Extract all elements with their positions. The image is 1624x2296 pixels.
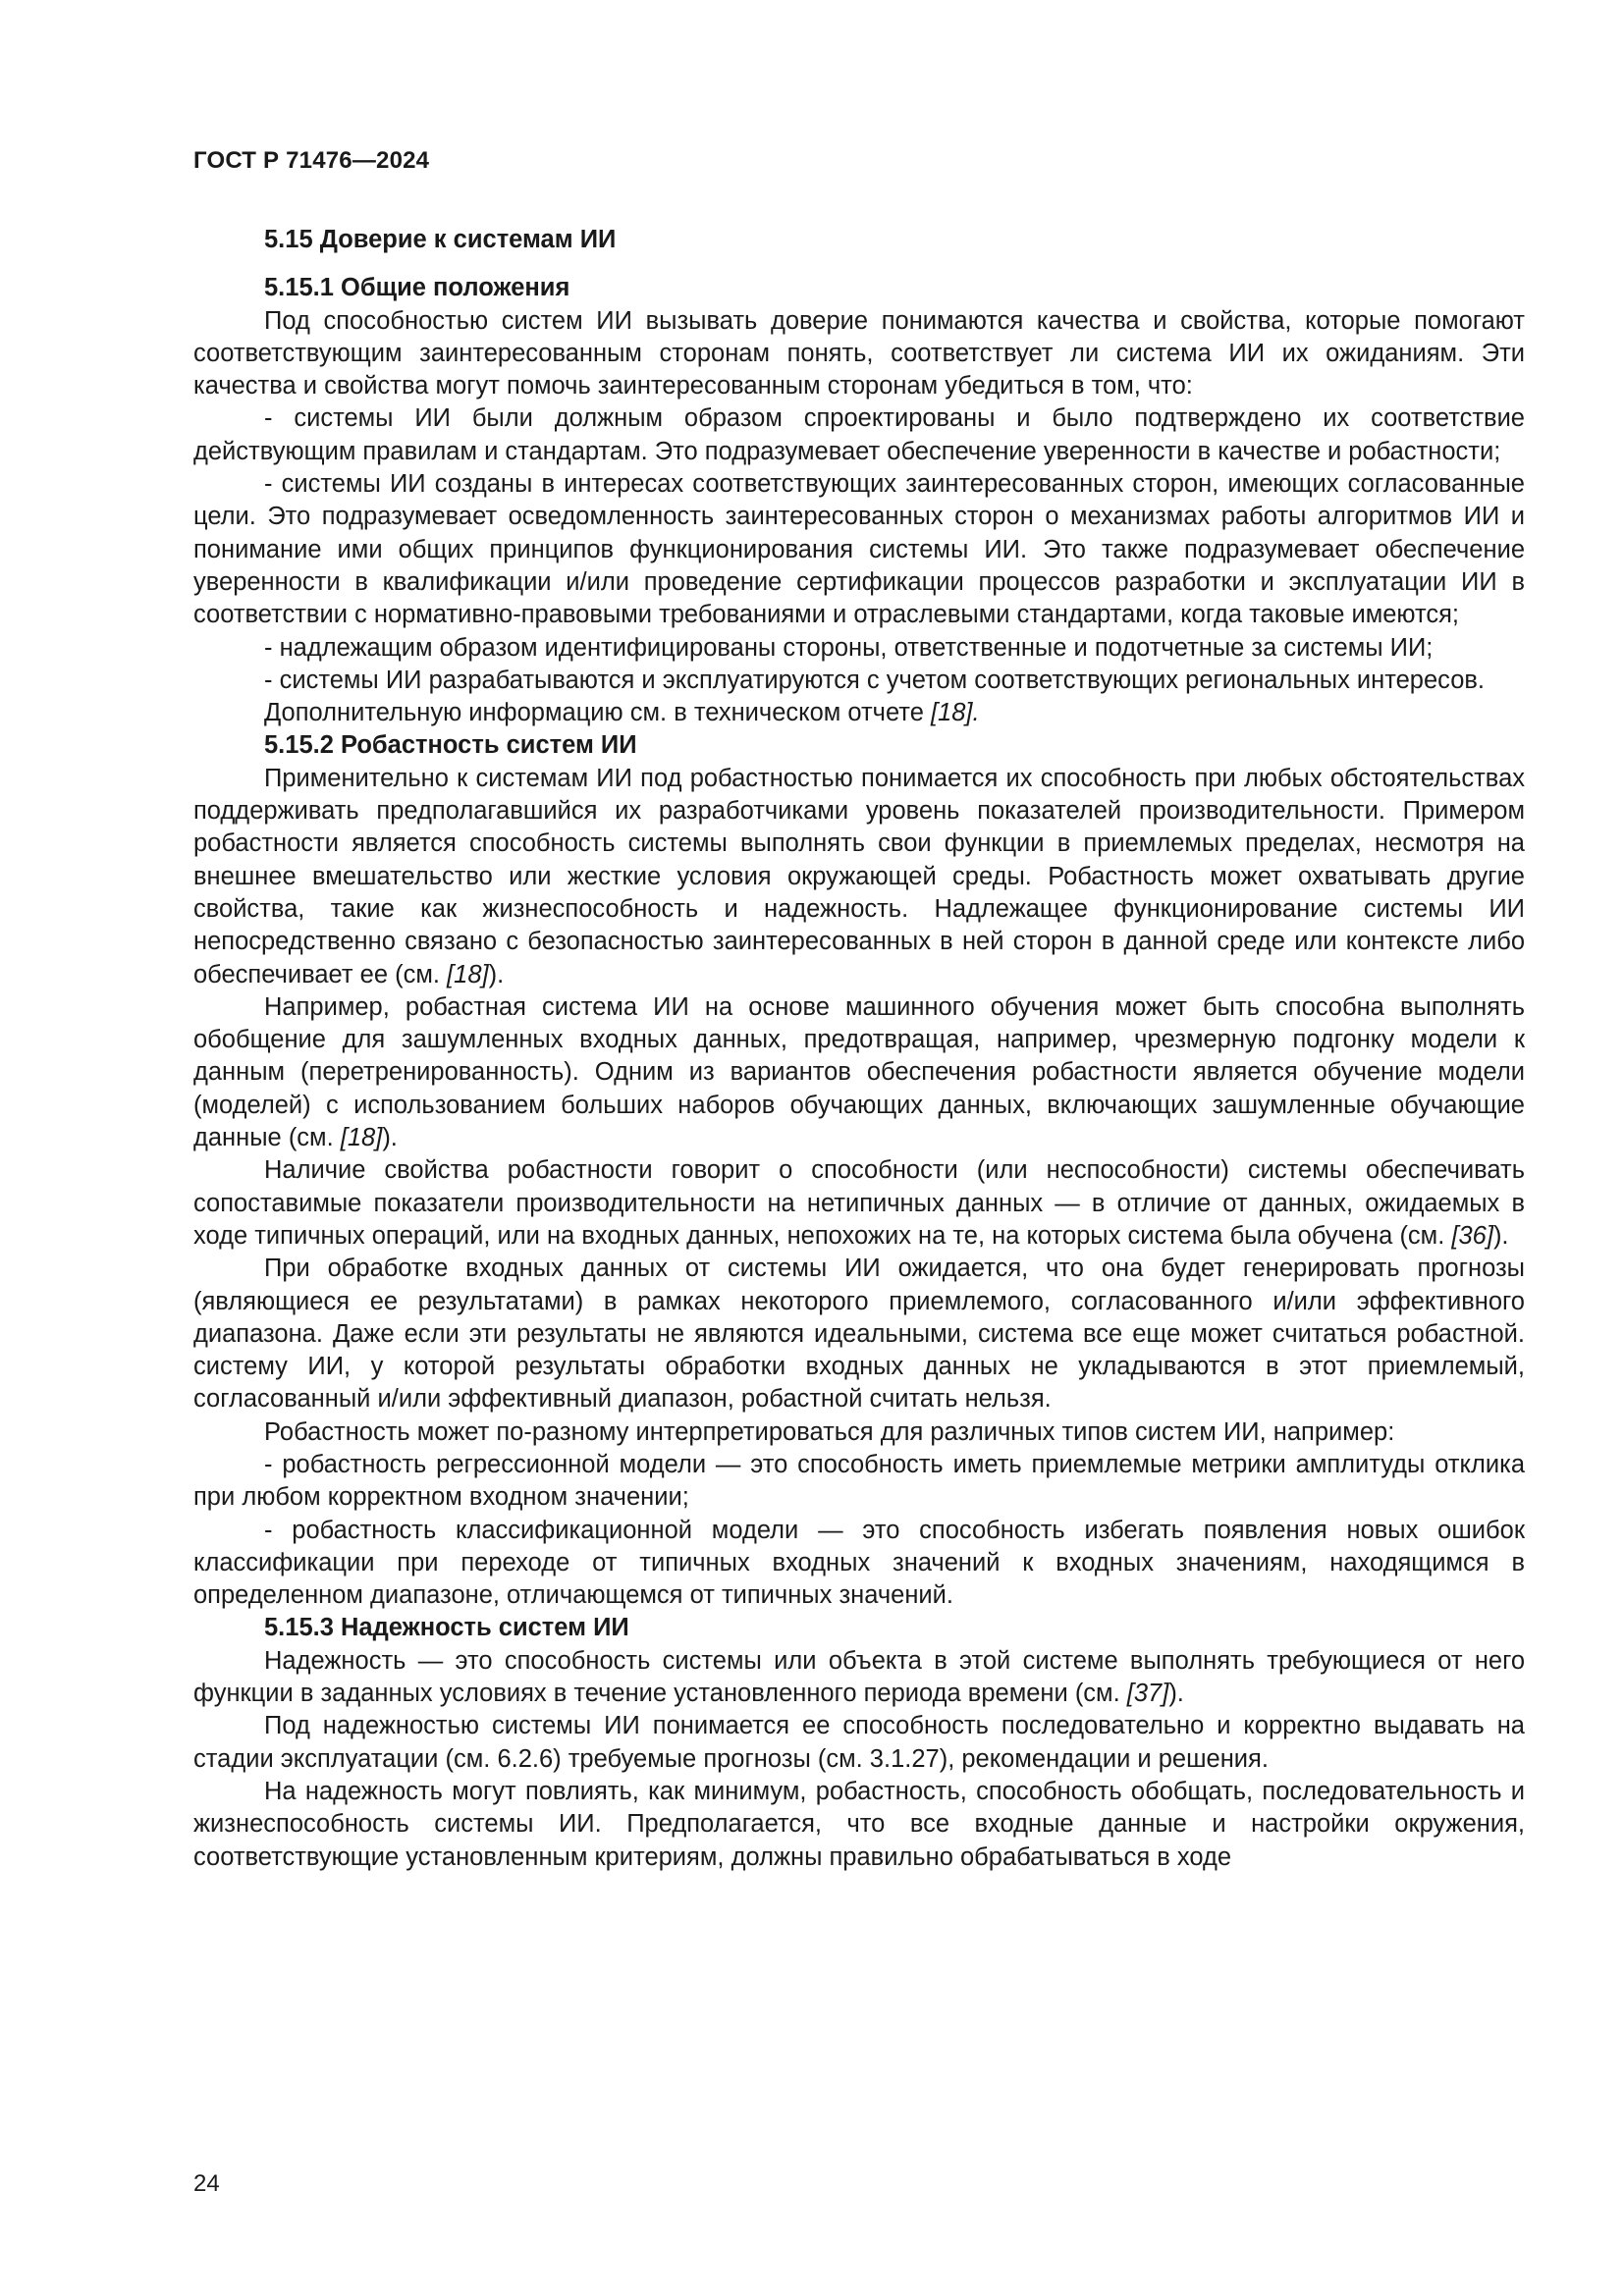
list-item: - системы ИИ созданы в интересах соответствующих заинтересованных сторон, имеющих согласованные цели. Это подразумевает осведомленность заинтересованных сторон о механизмах работы алгоритмов ИИ и понимание ими общих принципов функционирования системы ИИ. Это также подразумевает обеспечение уверенности в квалификации и/или проведение сертификации процессов разработки и эксплуатации ИИ в соответствии с нормативно-правовыми требованиями и отраслевыми стандартами, когда таковые имеются; [193,470,1525,629]
paragraph [193,1645,1525,1711]
section-heading-5-15: 5.15 Доверие к системам ИИ [264,226,617,253]
paragraph: Робастность может по-разному интерпретироваться для различных типов систем ИИ, например: [264,1417,1395,1446]
citation-ref: [18] [447,960,489,988]
paragraph: Под способностью систем ИИ вызывать доверие понимаются качества и свойства, которые помогают соответствующим заинтересованным сторонам понять, соответствует ли система ИИ их ожиданиям. Эти качества и свойства могут помочь заинтересованным сторонам убедиться в том, что: [193,306,1525,400]
section-heading-5-15-1: 5.15.1 Общие положения [264,274,570,302]
citation-ref: [18] [340,1124,383,1152]
paragraph: Под надежностью системы ИИ понимается ее способность последовательно и корректно выдавать на стадии эксплуатации (см. 6.2.6) требуемые прогнозы (см. 3.1.27), рекомендации и решения. [193,1712,1525,1773]
list-item: - системы ИИ были должным образом спроектированы и было подтверждено их соответствие действующим правилам и стандартам. Это подразумевает обеспечение уверенности в качестве и робастности; [193,404,1525,465]
paragraph-text: Применительно к системам ИИ под робастностью понимается их способность при любых обстоятельствах поддерживать предполагавшийся их разработчиками уровень показателей производительности. Примером робастности является способность системы выполнять свои функции в приемлемых пределах, несмотря на внешнее вмешательство или жесткие условия окружающей среды. Робастность может охватывать другие свойства, такие как жизнеспособность и надежность. Надлежащее функционирование системы ИИ непосредственно связано с безопасностью заинтересованных в ней сторон в данной среде или контексте либо обеспечивает ее (см. [193,764,1525,988]
list-item: - робастность регрессионной модели — это способность иметь приемлемые метрики амплитуды отклика при любом корректном входном значении; [193,1450,1525,1512]
paragraph [193,763,1525,991]
document-header: ГОСТ Р 71476—2024 [193,147,430,174]
citation-ref: [37] [1126,1680,1169,1708]
paragraph: При обработке входных данных от системы ИИ ожидается, что она будет генерировать прогнозы (являющиеся ее результатами) в рамках некоторого приемлемого, согласованного и/или эффективного диапазона. Даже если эти результаты не являются идеальными, система все еще может считаться робастной. систему ИИ, у которой результаты обработки входных данных не укладываются в этот приемлемый, согласованный и/или эффективный диапазон, робастной считать нельзя. [193,1255,1525,1414]
section-heading-5-15-3: 5.15.3 Надежность систем ИИ [264,1614,629,1642]
list-item: - надлежащим образом идентифицированы стороны, ответственные и подотчетные за системы ИИ; [264,633,1434,662]
citation-ref: [18]. [930,699,980,727]
paragraph-text: Дополнительную информацию см. в техническом отчете [264,699,931,727]
paragraph [193,697,1525,729]
paragraph-text: ). [488,960,505,988]
paragraph-text: Наличие свойства робастности говорит о способности (или неспособности) системы обеспечивать сопоставимые показатели производительности на нетипичных данных — в отличие от данных, ожидаемых в ходе типичных операций, или на входных данных, непохожих на те, на которых система была обучена (см. [193,1156,1525,1250]
paragraph [193,1154,1525,1253]
list-item: - робастность классификационной модели — это способность избегать появления новых ошибок классификации при переходе от типичных входных значений к входных значениям, находящимся в определенном диапазоне, отличающемся от типичных значений. [193,1516,1525,1610]
document-body [193,224,1525,1874]
paragraph-text: ). [1168,1680,1184,1708]
page-number: 24 [193,2170,220,2197]
paragraph-text: Например, робастная система ИИ на основе машинного обучения может быть способна выполнять обобщение для зашумленных входных данных, предотвращая, например, чрезмерную подгонку модели к данным (перетренированность). Одним из вариантов обеспечения робастности является обучение модели (моделей) с использованием больших наборов обучающих данных, включающих зашумленные обучающие данные (см. [193,992,1525,1152]
citation-ref: [36] [1451,1221,1493,1250]
section-heading-5-15-2: 5.15.2 Робастность систем ИИ [264,731,637,760]
paragraph-text: ). [1492,1221,1509,1250]
paragraph [193,991,1525,1154]
paragraph-text: ). [382,1124,398,1152]
list-item: - системы ИИ разрабатываются и эксплуатируются с учетом соответствующих региональных интересов. [264,666,1486,694]
paragraph-text: Надежность — это способность системы или объекта в этой системе выполнять требующиеся от него функции в заданных условиях в течение установленного периода времени (см. [193,1646,1525,1708]
paragraph: На надежность могут повлиять, как минимум, робастность, способность обобщать, последовательность и жизнеспособность системы ИИ. Предполагается, что все входные данные и настройки окружения, соответствующие установленным критериям, должны правильно обрабатываться в ходе [193,1777,1525,1871]
